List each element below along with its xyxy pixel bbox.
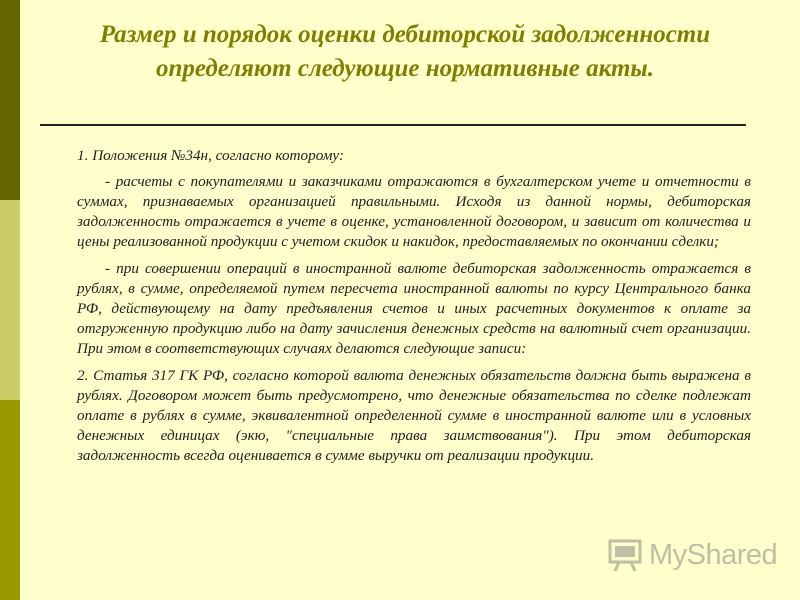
paragraph-bullet-2: - при совершении операций в иностранной валюте дебиторская задолженность отражается в рублях, в сумме, определяемой путем пересчета иностранной валюты по курсу Центрального банка РФ, действующему на дату предъявления счетов и иных расчетных документов к оплате за отгруженную продукцию либо на дату зачисления денежных средств на валютный счет организации. При этом в соответствующих случаях делаются следующие записи: — [77, 260, 751, 357]
paragraph-intro: 1. Положения №34н, согласно которому: — [77, 147, 345, 164]
sidebar-segment-middle — [0, 200, 20, 400]
watermark-text: MyShared — [649, 538, 778, 571]
watermark-logo — [607, 536, 777, 574]
paragraph-bullet-1: - расчеты с покупателями и заказчиками отражаются в бухгалтерском учете и отчетности в суммах, признаваемых организацией правильными. Исходя из данной нормы, дебиторская задолженность отражается в учете в оценке, установленной договором, и зависит от количества и цены реализованной продукции с учетом скидок и накидок, предоставляемых по окончании сделки; — [77, 173, 751, 250]
slide-body — [77, 146, 751, 473]
sidebar-segment-top — [0, 0, 20, 200]
sidebar-segment-bottom — [0, 400, 20, 600]
sidebar-decoration — [0, 0, 20, 600]
presentation-board-icon — [607, 537, 643, 573]
paragraph-article-317: 2. Статья 317 ГК РФ, согласно которой валюта денежных обязательств должна быть выражена в рублях. Договором может быть предусмотрено, что денежные обязательства по сделке подлежат оплате в рублях в сумме, эквивалентной определенной сумме в иностранной валюте или в условных денежных единицах (экю, "специальные права заимствования"). При этом дебиторская задолженность всегда оценивается в сумме выручки от реализации продукции. — [77, 367, 751, 464]
title-divider — [40, 124, 746, 126]
slide-title: Размер и порядок оценки дебиторской задолженности определяют следующие нормативные акты. — [99, 21, 711, 82]
